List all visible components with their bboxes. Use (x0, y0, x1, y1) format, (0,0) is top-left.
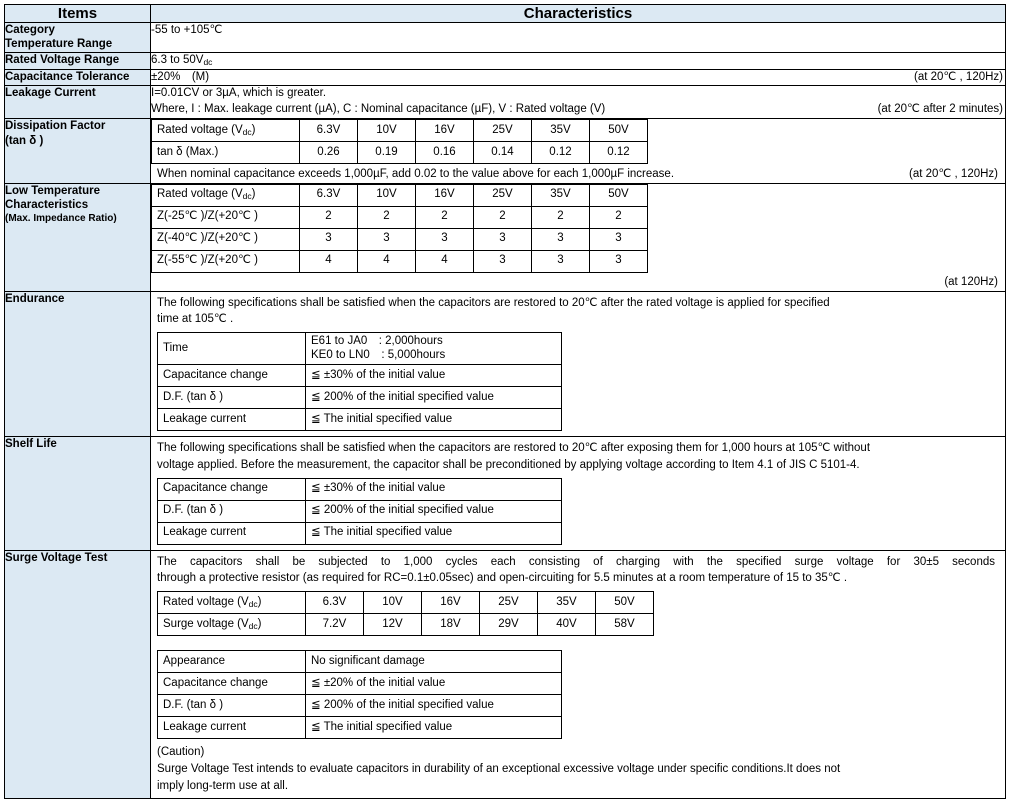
row-category-temperature-range (5, 23, 1006, 53)
label-rated-voltage-range: Rated Voltage Range (5, 52, 151, 69)
lt-rv-text: Rated voltage (V (157, 188, 243, 201)
low-temperature-table (151, 184, 648, 273)
lt-ratio-1-1: 3 (358, 228, 416, 250)
shelf-life-bottom-gap (151, 545, 1005, 550)
label-surge-voltage-test: Surge Voltage Test (5, 550, 151, 798)
shelf-life-intro (151, 437, 1005, 477)
svt-spec-label-0: Appearance (158, 651, 306, 673)
table-row (158, 500, 562, 522)
svt-rated-5: 50V (596, 592, 654, 614)
label-line-1: Dissipation Factor (5, 120, 106, 133)
row-endurance (5, 291, 1006, 437)
lt-rv-close: ) (251, 188, 256, 201)
df-tan-5: 0.12 (590, 142, 648, 164)
table-row (158, 614, 654, 636)
lt-ratio-0-0: 2 (300, 206, 358, 228)
lt-ratio-2-5: 3 (590, 250, 648, 272)
capacitance-tolerance-note: (at 20℃ , 120Hz) (914, 70, 1003, 83)
endurance-time-line-1: E61 to JA0 : 2,000hours (311, 334, 443, 347)
specification-table (4, 4, 1006, 799)
table-row (158, 717, 562, 739)
surge-caution-line-2: imply long-term use at all. (157, 779, 289, 792)
table-row (158, 651, 562, 673)
lt-ratio-1-4: 3 (532, 228, 590, 250)
value-dissipation-factor (151, 119, 1006, 184)
svt-rated-4: 35V (538, 592, 596, 614)
label-endurance: Endurance (5, 291, 151, 437)
svt-rated-voltage-label (158, 592, 306, 614)
table-row (152, 120, 648, 142)
lt-ratio-label-2: Z(-55℃ )/Z(+20℃ ) (152, 250, 300, 272)
svt-spec-label-3: Leakage current (158, 717, 306, 739)
df-voltage-4: 35V (532, 120, 590, 142)
label-dissipation-factor (5, 119, 151, 184)
endurance-spec-table (157, 332, 562, 432)
surge-caution-title: (Caution) (157, 746, 205, 759)
df-rv-text: Rated voltage (V (157, 123, 243, 136)
endurance-spec-label-0: Capacitance change (158, 365, 306, 387)
label-low-temperature-characteristics (5, 183, 151, 291)
label-leakage-current: Leakage Current (5, 86, 151, 119)
surge-intro (151, 551, 1005, 591)
value-low-temperature-characteristics (151, 183, 1006, 291)
header-items: Items (5, 5, 151, 23)
df-rv-sub: dc (242, 126, 252, 137)
surge-voltage-table (157, 591, 654, 636)
df-tan-0: 0.26 (300, 142, 358, 164)
lt-ratio-2-0: 4 (300, 250, 358, 272)
dissipation-factor-footnote-wrap (151, 164, 1005, 183)
lt-voltage-5: 50V (590, 184, 648, 206)
table-header-row (5, 5, 1006, 23)
value-category-temperature-range (151, 23, 1006, 53)
svt-surge-2: 18V (422, 614, 480, 636)
table-row (152, 142, 648, 164)
svt-rv-text: Rated voltage (V (163, 595, 249, 608)
low-temperature-note: (at 120Hz) (944, 275, 998, 288)
shelf-life-intro-line-1: The following specifications shall be satisfied when the capacitors are restored to 20℃ after exposing them for 1,000 hours at 105℃ without (157, 442, 871, 455)
lt-ratio-0-1: 2 (358, 206, 416, 228)
svt-spec-value-2: ≦ 200% of the initial specified value (306, 695, 562, 717)
lt-voltage-4: 35V (532, 184, 590, 206)
dissipation-factor-table (151, 119, 648, 164)
svt-spec-value-1: ≦ ±20% of the initial value (306, 673, 562, 695)
svt-surge-4: 40V (538, 614, 596, 636)
dissipation-factor-note: (at 20℃ , 120Hz) (909, 168, 998, 181)
value-rated-voltage-range (151, 52, 1006, 69)
svt-surge-1: 12V (364, 614, 422, 636)
value-surge-voltage-test (151, 550, 1006, 798)
df-tan-1: 0.19 (358, 142, 416, 164)
endurance-spec-label-1: D.F. (tan δ ) (158, 387, 306, 409)
table-row (158, 332, 562, 365)
df-voltage-5: 50V (590, 120, 648, 142)
row-leakage-current (5, 86, 1006, 119)
df-tan-label: tan δ (Max.) (152, 142, 300, 164)
svt-surge-5: 58V (596, 614, 654, 636)
table-row (158, 522, 562, 544)
svt-spec-value-3: ≦ The initial specified value (306, 717, 562, 739)
lt-ratio-1-5: 3 (590, 228, 648, 250)
lt-voltage-2: 16V (416, 184, 474, 206)
surge-caution-line-1: Surge Voltage Test intends to evaluate capacitors in durability of an exceptional excessive voltage under specific conditions.It does not (157, 762, 841, 775)
shelf-life-spec-label-0: Capacitance change (158, 478, 306, 500)
lt-ratio-1-3: 3 (474, 228, 532, 250)
leakage-current-note: (at 20℃ after 2 minutes) (877, 103, 1003, 116)
endurance-bottom-gap (151, 431, 1005, 436)
table-row (158, 387, 562, 409)
df-tan-2: 0.16 (416, 142, 474, 164)
svt-spec-label-2: D.F. (tan δ ) (158, 695, 306, 717)
shelf-life-spec-value-1: ≦ 200% of the initial specified value (306, 500, 562, 522)
label-category-temperature-range (5, 23, 151, 53)
svt-rated-2: 16V (422, 592, 480, 614)
endurance-spec-value-2: ≦ The initial specified value (306, 409, 562, 431)
label-line-3: (Max. Impedance Ratio) (5, 212, 117, 224)
svt-surge-voltage-label (158, 614, 306, 636)
lt-rv-sub: dc (242, 191, 252, 202)
table-row (152, 206, 648, 228)
value-shelf-life (151, 437, 1006, 550)
endurance-spec-label-2: Leakage current (158, 409, 306, 431)
row-shelf-life (5, 437, 1006, 550)
table-row (158, 409, 562, 431)
row-capacitance-tolerance (5, 69, 1006, 86)
table-row (152, 184, 648, 206)
shelf-life-spec-label-1: D.F. (tan δ ) (158, 500, 306, 522)
lt-ratio-2-3: 3 (474, 250, 532, 272)
svt-surge-0: 7.2V (306, 614, 364, 636)
svt-spec-value-0: No significant damage (306, 651, 562, 673)
rated-voltage-range-value: 6.3 to 50V (151, 53, 204, 66)
svt-rv-sub: dc (248, 598, 258, 609)
surge-caution (151, 739, 1005, 798)
label-capacitance-tolerance: Capacitance Tolerance (5, 69, 151, 86)
value-leakage-current (151, 86, 1006, 119)
df-rated-voltage-label (152, 120, 300, 142)
label-shelf-life: Shelf Life (5, 437, 151, 550)
lt-ratio-label-0: Z(-25℃ )/Z(+20℃ ) (152, 206, 300, 228)
value-capacitance-tolerance (151, 69, 1006, 86)
lt-ratio-0-2: 2 (416, 206, 474, 228)
df-tan-3: 0.14 (474, 142, 532, 164)
table-row (158, 478, 562, 500)
endurance-intro-line-2: time at 105℃ . (157, 313, 234, 326)
leakage-current-line-1: I=0.01CV or 3µA, which is greater. (151, 87, 327, 100)
svt-rated-3: 25V (480, 592, 538, 614)
surge-spec-table (157, 650, 562, 739)
row-surge-voltage-test (5, 550, 1006, 798)
df-voltage-3: 25V (474, 120, 532, 142)
shelf-life-spec-table (157, 478, 562, 545)
capacitance-tolerance-value: ±20% (M) (151, 70, 210, 83)
lt-ratio-2-1: 4 (358, 250, 416, 272)
label-line-1: Category (5, 24, 55, 36)
endurance-intro-line-1: The following specifications shall be satisfied when the capacitors are restored to 20℃ after the rated voltage is applied for specified (157, 296, 830, 309)
header-characteristics: Characteristics (151, 5, 1006, 23)
lt-ratio-1-2: 3 (416, 228, 474, 250)
endurance-time-value (306, 332, 562, 365)
shelf-life-spec-value-2: ≦ The initial specified value (306, 522, 562, 544)
lt-ratio-0-3: 2 (474, 206, 532, 228)
dissipation-factor-footnote: When nominal capacitance exceeds 1,000µF, add 0.02 to the value above for each 1,000µF increase. (157, 168, 675, 181)
svt-rated-0: 6.3V (306, 592, 364, 614)
row-low-temperature-characteristics (5, 183, 1006, 291)
surge-intro-line-1: The capacitors shall be subjected to 1,000 cycles each consisting of charging with the specified surge voltage for 30±5 seconds (157, 555, 995, 568)
svt-sv-sub: dc (248, 620, 258, 631)
table-row (158, 592, 654, 614)
df-tan-4: 0.12 (532, 142, 590, 164)
rated-voltage-range-subscript: dc (203, 56, 213, 67)
lt-voltage-0: 6.3V (300, 184, 358, 206)
lt-voltage-3: 25V (474, 184, 532, 206)
category-temp-value: -55 to +105℃ (151, 24, 223, 36)
svt-spec-label-1: Capacitance change (158, 673, 306, 695)
surge-intro-line-2: through a protective resistor (as required for RC=0.1±0.05sec) and open-circuiting for 5.5 minutes at a room temperature of 15 to 35℃ . (157, 572, 848, 585)
label-line-1: Low Temperature (5, 184, 100, 197)
endurance-spec-value-0: ≦ ±30% of the initial value (306, 365, 562, 387)
table-row (158, 365, 562, 387)
leakage-current-line-2: Where, I : Max. leakage current (µA), C : Nominal capacitance (µF), V : Rated voltage (V) (151, 103, 606, 116)
label-line-2: (tan δ ) (5, 134, 44, 147)
df-voltage-1: 10V (358, 120, 416, 142)
lt-ratio-2-2: 4 (416, 250, 474, 272)
shelf-life-spec-label-2: Leakage current (158, 522, 306, 544)
shelf-life-spec-value-0: ≦ ±30% of the initial value (306, 478, 562, 500)
leakage-current-line-2-wrap (151, 102, 1005, 118)
endurance-time-label: Time (158, 332, 306, 365)
lt-voltage-1: 10V (358, 184, 416, 206)
lt-ratio-1-0: 3 (300, 228, 358, 250)
svt-sv-close: ) (257, 617, 262, 630)
svt-rv-close: ) (257, 595, 262, 608)
lt-ratio-2-4: 3 (532, 250, 590, 272)
endurance-time-line-2: KE0 to LN0 : 5,000hours (311, 348, 446, 361)
surge-gap (151, 636, 1005, 650)
df-rv-close: ) (251, 123, 256, 136)
df-voltage-2: 16V (416, 120, 474, 142)
lt-ratio-0-5: 2 (590, 206, 648, 228)
endurance-intro (151, 292, 1005, 332)
label-line-2: Characteristics (5, 199, 89, 212)
row-dissipation-factor (5, 119, 1006, 184)
table-row (152, 250, 648, 272)
svt-sv-text: Surge voltage (V (163, 617, 249, 630)
low-temperature-note-wrap (151, 273, 1005, 291)
table-row (158, 695, 562, 717)
svt-surge-3: 29V (480, 614, 538, 636)
row-rated-voltage-range (5, 52, 1006, 69)
table-row (158, 673, 562, 695)
table-row (152, 228, 648, 250)
df-voltage-0: 6.3V (300, 120, 358, 142)
lt-ratio-label-1: Z(-40℃ )/Z(+20℃ ) (152, 228, 300, 250)
value-endurance (151, 291, 1006, 437)
endurance-spec-value-1: ≦ 200% of the initial specified value (306, 387, 562, 409)
lt-rated-voltage-label (152, 184, 300, 206)
shelf-life-intro-line-2: voltage applied. Before the measurement, the capacitor shall be preconditioned by applying voltage according to Item 4.1 of JIS C 5101-4. (157, 459, 860, 472)
label-line-2: Temperature Range (5, 38, 113, 51)
lt-ratio-0-4: 2 (532, 206, 590, 228)
svt-rated-1: 10V (364, 592, 422, 614)
